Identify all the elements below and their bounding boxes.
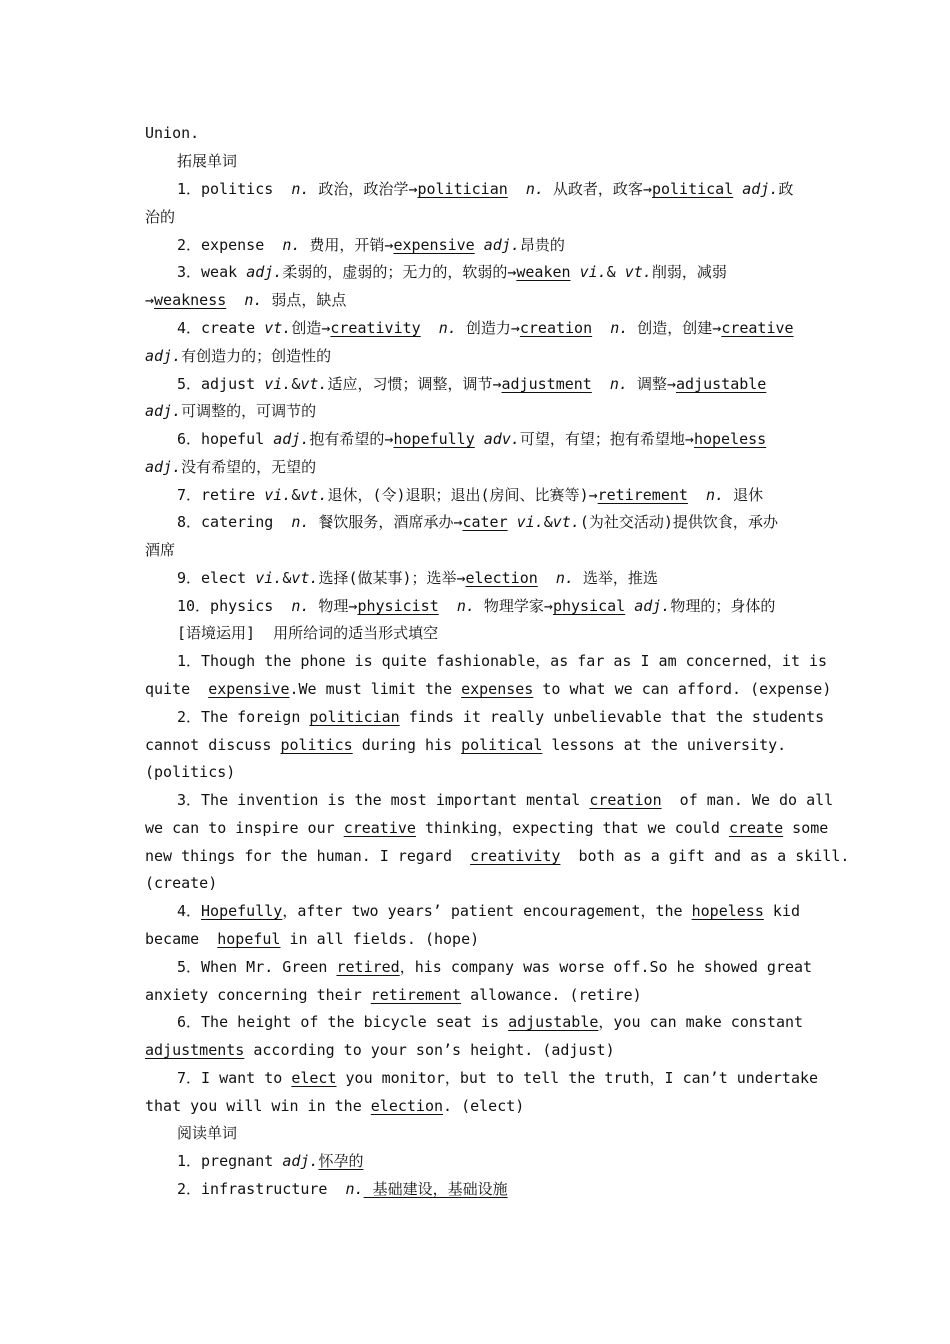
text-segment: [508, 180, 526, 198]
text-segment: 抱有希望的→: [309, 430, 394, 448]
text-segment: 拓展单词: [177, 152, 238, 170]
text-segment: 削弱，减弱: [651, 263, 727, 281]
exercise-item: [177, 703, 824, 731]
text-segment: ，you can make constant: [598, 1013, 804, 1031]
text-segment: [625, 597, 634, 615]
answer-word: politician: [309, 708, 400, 726]
text-segment: [733, 180, 742, 198]
text-segment: .We must limit the: [289, 680, 462, 698]
text-segment: 没有希望的，无望的: [181, 458, 317, 476]
text-segment: [475, 430, 484, 448]
answer-word: adjustable: [676, 375, 767, 393]
text-segment: (create): [145, 874, 218, 892]
text-segment: 从政者，政客→: [543, 180, 652, 198]
exercise-item: [177, 953, 812, 981]
text-line: [145, 397, 316, 425]
vocab-item: [177, 370, 766, 398]
answer-word: creativity: [470, 847, 561, 865]
part-of-speech: n.: [609, 375, 628, 393]
text-segment: both as a gift and as a skill.: [560, 847, 850, 865]
exercise-item: [177, 1064, 818, 1092]
answer-word: hopeless: [691, 902, 764, 920]
part-of-speech: adj.: [483, 236, 520, 254]
text-line: [145, 342, 331, 370]
text-segment: 10．physics: [177, 597, 292, 615]
text-segment: became: [145, 930, 218, 948]
text-segment: 7．I want to: [177, 1069, 292, 1087]
part-of-speech: n.: [291, 180, 310, 198]
text-segment: [508, 513, 517, 531]
part-of-speech: n.: [291, 597, 310, 615]
text-segment: quite: [145, 680, 209, 698]
text-segment: 创造→: [291, 319, 331, 337]
part-of-speech: vi.: [264, 486, 292, 504]
part-of-speech: n.: [525, 180, 544, 198]
answer-word: cater: [462, 513, 508, 531]
text-segment: 物理学家→: [474, 597, 553, 615]
text-segment: 餐饮服务，酒席承办→: [309, 513, 463, 531]
part-of-speech: n.: [456, 597, 475, 615]
answer-word: physical: [552, 597, 626, 615]
text-segment: [688, 486, 706, 504]
answer-word: creative: [721, 319, 794, 337]
part-of-speech: vi.: [255, 569, 283, 587]
part-of-speech: adj.: [634, 597, 671, 615]
answer-word: expenses: [461, 680, 534, 698]
text-segment: new things for the human. I regard: [145, 847, 471, 865]
text-segment: [571, 263, 580, 281]
text-segment: 调整→: [627, 375, 677, 393]
part-of-speech: vi.: [264, 375, 292, 393]
text-segment: to what we can afford. (expense): [533, 680, 832, 698]
text-segment: [226, 291, 244, 309]
text-segment: anxiety concerning their: [145, 986, 371, 1004]
text-segment: &: [543, 513, 553, 531]
answer-word: election: [465, 569, 538, 587]
text-segment: 退休: [724, 486, 764, 504]
answer-word: creativity: [330, 319, 421, 337]
text-segment: during his: [352, 736, 462, 754]
part-of-speech: vi.: [579, 263, 607, 281]
text-segment: some: [783, 819, 829, 837]
exercise-item: [177, 897, 800, 925]
answer-word: hopeful: [217, 930, 281, 948]
part-of-speech: adj.: [145, 402, 182, 420]
text-segment: 选择(做某事)；选举→: [318, 569, 466, 587]
part-of-speech: vt.: [552, 513, 580, 531]
text-segment: cannot discuss: [145, 736, 281, 754]
answer-word: retirement: [370, 986, 462, 1004]
text-segment: . (elect): [443, 1097, 525, 1115]
text-segment: kid: [763, 902, 800, 920]
answer-word: create: [728, 819, 784, 837]
answer-word: 怀孕的: [318, 1152, 364, 1170]
vocab-item: [177, 258, 727, 286]
answer-word: physicist: [357, 597, 439, 615]
answer-word: adjustment: [501, 375, 592, 393]
text-line: [145, 842, 849, 870]
text-segment: 阅读单词: [177, 1124, 238, 1142]
text-segment: 物理→: [309, 597, 358, 615]
text-line: [145, 1036, 615, 1064]
answer-word: expensive: [208, 680, 290, 698]
part-of-speech: n.: [282, 236, 301, 254]
vocab-item: [177, 314, 794, 342]
text-segment: (为社交活动)提供饮食，承办: [579, 513, 778, 531]
text-segment: of man. We do all: [661, 791, 834, 809]
part-of-speech: adj.: [145, 347, 182, 365]
part-of-speech: adv.: [483, 430, 520, 448]
part-of-speech: n.: [706, 486, 725, 504]
vocab-item: [177, 1147, 363, 1175]
part-of-speech: vt.: [624, 263, 652, 281]
part-of-speech: adj.: [742, 180, 779, 198]
text-segment: [475, 236, 484, 254]
text-segment: ，after two years’ patient encouragement，the: [282, 902, 692, 920]
text-segment: 6．hopeful: [177, 430, 274, 448]
text-segment: 2．infrastructure: [177, 1180, 346, 1198]
text-segment: 4．: [177, 902, 202, 920]
text-segment: 酒席: [145, 541, 176, 559]
text-segment: &: [282, 569, 292, 587]
text-segment: 3．The invention is the most important mental: [177, 791, 590, 809]
part-of-speech: adj.: [246, 263, 283, 281]
text-segment: 6．The height of the bicycle seat is: [177, 1013, 509, 1031]
vocab-item: [177, 1175, 508, 1203]
text-segment: that you will win in the: [145, 1097, 371, 1115]
text-segment: →: [145, 291, 155, 309]
text-segment: according to your son’s height. (adjust): [244, 1041, 615, 1059]
answer-word: politics: [280, 736, 353, 754]
answer-word: Hopefully: [201, 902, 283, 920]
text-segment: &: [291, 486, 301, 504]
text-segment: 政治，政治学→: [309, 180, 418, 198]
part-of-speech: vt.: [300, 486, 328, 504]
text-line: [145, 286, 346, 314]
answer-word: creation: [589, 791, 662, 809]
text-segment: 有创造力的；创造性的: [181, 347, 332, 365]
answer-word: political: [461, 736, 543, 754]
text-segment: 选举，推选: [573, 569, 658, 587]
vocab-item: [177, 175, 793, 203]
text-segment: &: [291, 375, 301, 393]
text-segment: in all fields. (hope): [280, 930, 480, 948]
answer-word: weaken: [516, 263, 571, 281]
text-line: [145, 675, 831, 703]
part-of-speech: vt.: [300, 375, 328, 393]
part-of-speech: n.: [610, 319, 629, 337]
text-segment: 7．retire: [177, 486, 265, 504]
text-segment: 昂贵的: [519, 236, 565, 254]
text-segment: 2．The foreign: [177, 708, 310, 726]
part-of-speech: vt.: [264, 319, 292, 337]
answer-word: weakness: [154, 291, 227, 309]
part-of-speech: adj.: [282, 1152, 319, 1170]
text-segment: (politics): [145, 763, 236, 781]
section-heading-context-use: [177, 619, 438, 647]
text-line: [145, 731, 786, 759]
section-heading-reading-words: [177, 1119, 237, 1147]
text-line: [145, 814, 828, 842]
text-segment: lessons at the university.: [542, 736, 787, 754]
text-segment: we can to inspire our: [145, 819, 344, 837]
text-segment: allowance. (retire): [461, 986, 642, 1004]
answer-word: creative: [343, 819, 416, 837]
answer-word: retired: [336, 958, 400, 976]
part-of-speech: n.: [345, 1180, 364, 1198]
exercise-item: [177, 786, 833, 814]
text-segment: [538, 569, 556, 587]
text-segment: [语境运用] 用所给词的适当形式填空: [177, 624, 439, 642]
text-segment: 适应，习惯；调整，调节→: [327, 375, 502, 393]
text-segment: 可望，有望；抱有希望地→: [519, 430, 694, 448]
text-segment: finds it really unbelievable that the students: [399, 708, 825, 726]
text-segment: thinking，expecting that we could: [415, 819, 729, 837]
text-segment: you monitor，but to tell the truth，I can’t undertake: [336, 1069, 819, 1087]
part-of-speech: adj.: [145, 458, 182, 476]
answer-word: political: [651, 180, 734, 198]
part-of-speech: n.: [438, 319, 457, 337]
answer-word: elect: [291, 1069, 337, 1087]
text-segment: 3．weak: [177, 263, 247, 281]
text-segment: 9．elect: [177, 569, 256, 587]
text-segment: [421, 319, 439, 337]
text-segment: [439, 597, 457, 615]
vocab-item: [177, 481, 763, 509]
vocab-item: [177, 564, 658, 592]
text-segment: [592, 375, 610, 393]
text-line: [145, 981, 642, 1009]
vocab-item: [177, 508, 778, 536]
text-line: [145, 119, 199, 147]
section-heading-expand-words: [177, 147, 237, 175]
text-segment: ，his company was worse off.So he showed great: [399, 958, 813, 976]
part-of-speech: vi.: [516, 513, 544, 531]
text-segment: 治的: [145, 208, 176, 226]
text-segment: 5．When Mr. Green: [177, 958, 337, 976]
part-of-speech: adj.: [273, 430, 310, 448]
text-segment: 柔弱的，虚弱的；无力的，软弱的→: [282, 263, 517, 281]
text-line: [145, 758, 235, 786]
text-line: [145, 453, 316, 481]
text-segment: 1．pregnant: [177, 1152, 283, 1170]
vocab-item: [177, 592, 775, 620]
text-segment: 8．catering: [177, 513, 292, 531]
text-segment: 退休，(令)退职；退出(房间、比赛等)→: [327, 486, 598, 504]
answer-word: adjustments: [145, 1041, 245, 1059]
text-line: [145, 1092, 524, 1120]
text-segment: &: [606, 263, 625, 281]
text-segment: 5．adjust: [177, 375, 265, 393]
text-segment: 1．Though the phone is quite fashionable，as far as I am concerned，it is: [177, 652, 828, 670]
text-segment: 2．expense: [177, 236, 283, 254]
text-segment: 物理的；身体的: [670, 597, 776, 615]
text-segment: 创造力→: [456, 319, 520, 337]
answer-word: election: [370, 1097, 444, 1115]
answer-word: hopefully: [393, 430, 475, 448]
text-segment: 可调整的，可调节的: [181, 402, 317, 420]
text-line: [145, 869, 217, 897]
text-segment: 弱点，缺点: [262, 291, 347, 309]
answer-word: 基础建设，基础设施: [363, 1180, 508, 1198]
answer-word: politician: [417, 180, 508, 198]
vocab-item: [177, 231, 565, 259]
exercise-item: [177, 647, 827, 675]
part-of-speech: n.: [555, 569, 574, 587]
text-line: [145, 536, 175, 564]
answer-word: hopeless: [693, 430, 767, 448]
part-of-speech: n.: [291, 513, 310, 531]
answer-word: creation: [519, 319, 593, 337]
text-segment: 4．create: [177, 319, 265, 337]
exercise-item: [177, 1008, 803, 1036]
text-line: [145, 925, 479, 953]
text-segment: 创造，创建→: [628, 319, 722, 337]
text-segment: Union.: [145, 124, 200, 142]
text-segment: [592, 319, 610, 337]
part-of-speech: n.: [244, 291, 263, 309]
text-segment: 政: [778, 180, 794, 198]
vocab-item: [177, 425, 766, 453]
text-line: [145, 203, 175, 231]
answer-word: retirement: [597, 486, 688, 504]
answer-word: adjustable: [508, 1013, 599, 1031]
part-of-speech: vt.: [291, 569, 319, 587]
answer-word: expensive: [393, 236, 475, 254]
text-segment: 1．politics: [177, 180, 292, 198]
text-segment: 费用，开销→: [300, 236, 394, 254]
